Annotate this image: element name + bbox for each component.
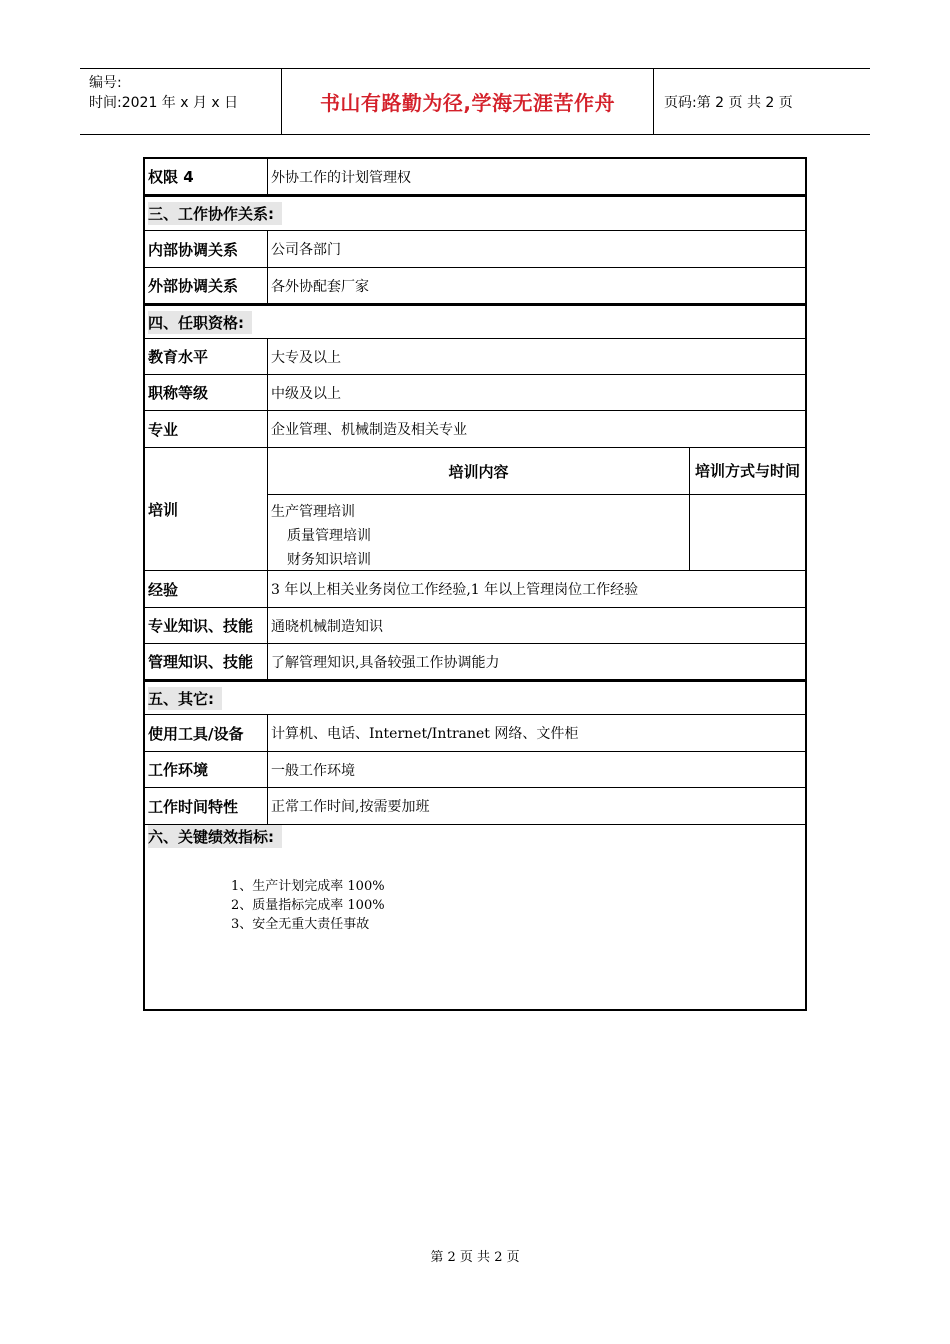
value-education: 大专及以上 (271, 349, 341, 366)
label-professional-skill: 专业知识、技能 (145, 608, 268, 643)
value-management-skill: 了解管理知识,具备较强工作协调能力 (271, 654, 500, 671)
training-method-cell (690, 495, 805, 570)
label-training: 培训 (145, 448, 268, 570)
kpi-list (231, 877, 385, 934)
time-label: 时间:2021 年 x 月 x 日 (89, 95, 239, 111)
kpi-body (145, 847, 805, 1009)
training-item: 生产管理培训 (271, 504, 355, 520)
value-work-time: 正常工作时间,按需要加班 (271, 799, 430, 815)
section-4-title: 四、任职资格: (148, 311, 252, 334)
training-content-header: 培训内容 (268, 448, 690, 494)
row-internal-coordination (145, 231, 805, 268)
label-work-time: 工作时间特性 (145, 788, 268, 824)
label-management-skill: 管理知识、技能 (145, 644, 268, 679)
label-experience: 经验 (145, 571, 268, 607)
row-professional-skill (145, 608, 805, 644)
section-5-title: 五、其它: (148, 687, 222, 710)
header-page-info: 页码:第 2 页 共 2 页 (664, 94, 793, 111)
row-management-skill (145, 644, 805, 680)
kpi-item: 1、生产计划完成率 100% (231, 879, 385, 894)
row-work-time (145, 788, 805, 825)
value-internal-coordination: 公司各部门 (271, 242, 341, 258)
header-meta (80, 69, 282, 134)
page-header (80, 68, 870, 135)
row-training (145, 448, 805, 571)
section-6-title: 六、关键绩效指标: (148, 825, 282, 848)
training-method-header: 培训方式与时间 (694, 462, 800, 480)
job-description-table (143, 157, 807, 1011)
training-content-list (268, 495, 690, 570)
value-major: 企业管理、机械制造及相关专业 (271, 422, 467, 438)
value-title-level: 中级及以上 (271, 385, 341, 402)
kpi-item: 3、安全无重大责任事故 (231, 917, 370, 932)
row-tools (145, 715, 805, 752)
section-3-header (145, 195, 805, 231)
label-title-level: 职称等级 (145, 375, 268, 410)
page-footer: 第 2 页 共 2 页 (430, 1250, 520, 1265)
label-authority-4: 权限 4 (145, 159, 268, 194)
number-label: 编号: (89, 75, 122, 91)
row-experience (145, 571, 805, 608)
label-education: 教育水平 (145, 339, 268, 374)
training-item: 质量管理培训 (287, 528, 371, 544)
row-authority-4 (145, 159, 805, 195)
value-professional-skill: 通晓机械制造知识 (271, 618, 383, 635)
row-education (145, 339, 805, 375)
label-major: 专业 (145, 411, 268, 447)
training-subtable (268, 448, 805, 570)
training-item: 财务知识培训 (287, 552, 371, 568)
section-3-title: 三、工作协作关系: (148, 202, 282, 225)
value-authority-4: 外协工作的计划管理权 (271, 169, 411, 186)
label-tools: 使用工具/设备 (145, 715, 268, 751)
value-external-coordination: 各外协配套厂家 (271, 278, 369, 295)
section-4-header (145, 304, 805, 339)
row-environment (145, 752, 805, 788)
label-internal-coordination: 内部协调关系 (145, 231, 268, 267)
row-external-coordination (145, 268, 805, 304)
value-tools: 计算机、电话、Internet/Intranet 网络、文件柜 (271, 726, 579, 742)
value-environment: 一般工作环境 (271, 762, 355, 779)
section-5-header (145, 680, 805, 715)
header-motto: 书山有路勤为径,学海无涯苦作舟 (282, 69, 654, 134)
section-6-block (145, 825, 805, 1009)
kpi-item: 2、质量指标完成率 100% (231, 898, 385, 913)
label-environment: 工作环境 (145, 752, 268, 787)
value-experience: 3 年以上相关业务岗位工作经验,1 年以上管理岗位工作经验 (271, 582, 639, 598)
label-external-coordination: 外部协调关系 (145, 268, 268, 303)
row-title-level (145, 375, 805, 411)
row-major (145, 411, 805, 448)
